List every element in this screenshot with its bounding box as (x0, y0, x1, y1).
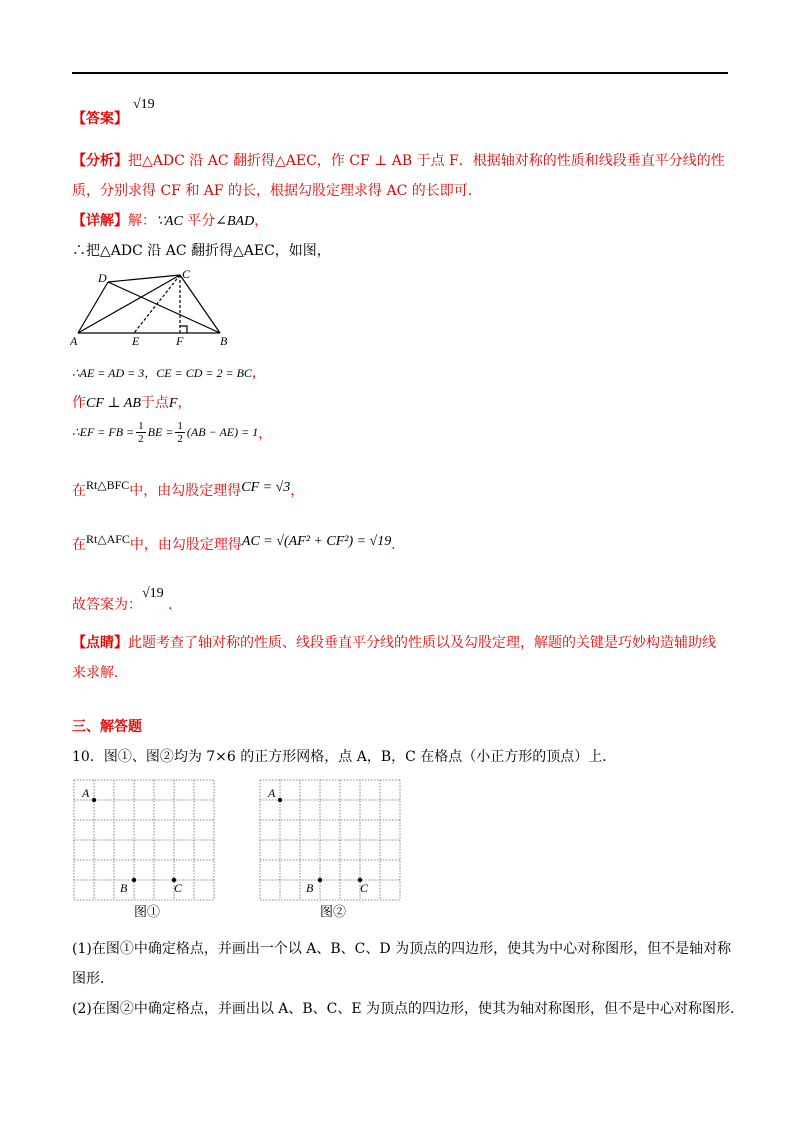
step5: 在Rt△AFC中，由勾股定理得AC = √(AF² + CF²) = √19． (72, 532, 406, 553)
analysis-line1: 【分析】把△ADC 沿 AC 翻折得△AEC，作 CF ⊥ AB 于点 F．根据轴对称的性质和线段垂直平分线的性 (72, 153, 725, 169)
grid1-label-c: C (174, 881, 183, 895)
grid1-point-b (132, 878, 136, 882)
label-d: D (98, 271, 107, 285)
section3-title: 三、解答题 (72, 719, 142, 735)
comment-line2: 来求解. (72, 665, 119, 681)
detail-line1: 【详解】解：∵AC 平分∠BAD， (72, 213, 269, 229)
label-e: E (132, 334, 140, 348)
grid1-point-a (92, 798, 96, 802)
grid1-caption: 图① (134, 904, 161, 919)
grid2-point-b (318, 878, 322, 882)
step2: 作CF ⊥ AB于点F， (72, 395, 192, 411)
q10-part1-line1: (1)在图①中确定格点，并画出一个以 A、B、C、D 为顶点的四边形，使其为中心对称图形，但不是轴对称 (72, 941, 732, 957)
step4: 在Rt△BFC中，由勾股定理得CF = √3， (72, 478, 305, 499)
fraction-half-1: $\frac{1}{2}$ (138, 420, 144, 445)
fraction-half-2: $\frac{1}{2}$ (177, 420, 183, 445)
analysis-line2: 质，分别求得 CF 和 AF 的长，根据勾股定理求得 AC 的长即可. (72, 183, 473, 199)
label-a: A (70, 334, 78, 348)
label-f: F (176, 334, 184, 348)
detail-line2: ∴把△ADC 沿 AC 翻折得△AEC，如图， (72, 243, 331, 259)
grid2-caption: 图② (320, 904, 347, 919)
grid2-label-a: A (268, 786, 276, 800)
label-c: C (182, 267, 191, 281)
step1: ∴AE = AD = 3，CE = CD = 2 = BC， (72, 365, 266, 381)
grid-figure-1 (70, 776, 220, 920)
fold-figure (70, 266, 230, 348)
q10-part2: (2)在图②中确定格点，并画出以 A、B、C、E 为顶点的四边形，使其为轴对称图形，但不是中心对称图形． (72, 1001, 745, 1017)
grid1-label-a: A (82, 786, 90, 800)
q10-stem: 10．图①、图②均为 7×6 的正方形网格，点 A，B，C 在格点（小正方形的顶点）上． (72, 749, 617, 765)
right-angle-mark (180, 326, 187, 333)
grid1-label-b: B (120, 881, 128, 895)
segment-ad (78, 282, 108, 333)
label-b: B (220, 334, 228, 348)
q10-part1-line2: 图形． (72, 971, 114, 987)
answer-tag: 【答案】 (72, 111, 128, 127)
grid2-label-b: B (306, 881, 314, 895)
final-answer: 故答案为：√19 . (72, 586, 173, 613)
segment-ac (78, 275, 180, 333)
answer-value: √19 (133, 97, 155, 112)
segment-db (108, 282, 220, 333)
grid-figure-2 (256, 776, 406, 920)
grid2-point-a (278, 798, 282, 802)
grid2-label-c: C (360, 881, 369, 895)
segment-ce (134, 275, 180, 333)
header-rule (72, 72, 728, 74)
step3: ∴EF = FB = $\frac{1}{2}$ BE = $\frac{1}{2}$ (AB − AE) = 1 ， (72, 420, 273, 445)
comment-line1: 【点睛】此题考查了轴对称的性质、线段垂直平分线的性质以及勾股定理，解题的关键是巧妙构造辅助线 (72, 635, 716, 651)
